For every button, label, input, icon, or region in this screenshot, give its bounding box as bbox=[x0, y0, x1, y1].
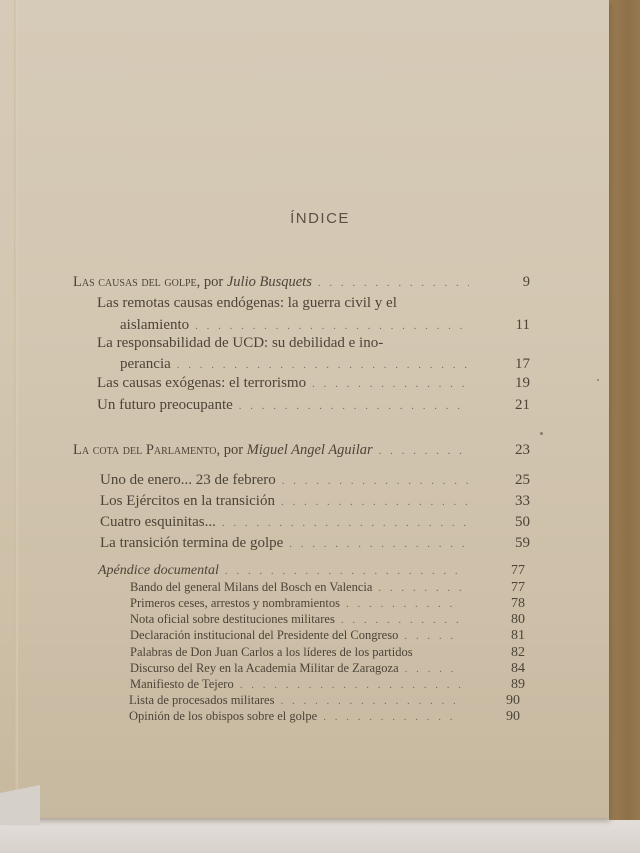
page-number: 21 bbox=[515, 397, 530, 413]
appendix-item: Palabras de Don Juan Carlos a los líderes de los partidos bbox=[130, 645, 413, 659]
toc-entry: Los Ejércitos en la transición . . . bbox=[100, 493, 475, 510]
page-corner bbox=[0, 785, 40, 825]
page-number: 90 bbox=[506, 693, 520, 708]
appendix-item: Nota oficial sobre destituciones militares . . . bbox=[130, 612, 468, 627]
paper-speck bbox=[597, 379, 599, 381]
leader-dots bbox=[281, 496, 469, 508]
leader-dots bbox=[280, 695, 461, 707]
section-author: Miguel Angel Aguilar bbox=[246, 442, 373, 458]
section-title: Las causas del golpe bbox=[73, 274, 197, 290]
leader-dots bbox=[346, 598, 462, 610]
page-number: 90 bbox=[506, 709, 520, 724]
leader-dots bbox=[341, 614, 462, 626]
book-cover-edge bbox=[609, 0, 640, 820]
paper-speck bbox=[540, 432, 543, 435]
toc-entry: Cuatro esquinitas... . . . bbox=[100, 514, 475, 531]
section-by: por bbox=[223, 442, 244, 458]
appendix-item: Primeros ceses, arrestos y nombramientos . . . bbox=[130, 596, 468, 611]
page-title: ÍNDICE bbox=[290, 210, 350, 227]
leader-dots bbox=[195, 320, 469, 332]
section-author: Julio Busquets bbox=[226, 274, 312, 290]
section-by: por bbox=[203, 274, 224, 290]
leader-dots bbox=[222, 517, 469, 529]
page-number: 77 bbox=[511, 563, 525, 578]
leader-dots bbox=[239, 400, 469, 412]
leader-dots bbox=[323, 711, 461, 723]
toc-entry: Uno de enero... 23 de febrero . . . bbox=[100, 472, 475, 489]
page-number: 82 bbox=[511, 645, 525, 660]
page-number: 84 bbox=[511, 661, 525, 676]
appendix-item: Bando del general Milans del Bosch en Valencia . . . bbox=[130, 580, 468, 595]
leader-dots bbox=[379, 445, 469, 457]
page-number: 23 bbox=[515, 442, 530, 458]
appendix-item: Discurso del Rey en la Academia Militar de Zaragoza . . . bbox=[130, 661, 468, 676]
toc-section-2: La cota del Parlamento, por Miguel Angel Aguilar . . . bbox=[73, 442, 475, 459]
page-number: 9 bbox=[522, 274, 530, 290]
appendix-item: Declaración institucional del Presidente del Congreso . . . bbox=[130, 628, 468, 643]
leader-dots bbox=[240, 679, 462, 691]
toc-entry: Un futuro preocupante . . . bbox=[97, 397, 475, 414]
appendix-item: Opinión de los obispos sobre el golpe . . . bbox=[129, 709, 467, 724]
leader-dots bbox=[405, 663, 462, 675]
leader-dots bbox=[289, 538, 469, 550]
page-number: 25 bbox=[515, 472, 530, 488]
appendix-item: Lista de procesados militares . . . bbox=[129, 693, 467, 708]
page-number: 89 bbox=[511, 677, 525, 692]
leader-dots bbox=[312, 378, 469, 390]
page-number: 80 bbox=[511, 612, 525, 627]
leader-dots bbox=[177, 359, 469, 371]
toc-entry: aislamiento . . . bbox=[120, 317, 475, 334]
section-title: La cota del Parlamento bbox=[73, 442, 217, 458]
page-number: 50 bbox=[515, 514, 530, 530]
toc-appendix: Apéndice documental . . . bbox=[98, 563, 468, 579]
page-number: 11 bbox=[515, 317, 530, 333]
leader-dots bbox=[225, 565, 462, 577]
page-number: 59 bbox=[515, 535, 530, 551]
appendix-item: Manifiesto de Tejero . . . bbox=[130, 677, 468, 692]
page-number: 78 bbox=[511, 596, 525, 611]
page-number: 77 bbox=[511, 580, 525, 595]
leader-dots bbox=[318, 277, 469, 289]
toc-entry-line: Las remotas causas endógenas: la guerra civil y el bbox=[97, 295, 397, 311]
leader-dots bbox=[282, 475, 469, 487]
page-number: 81 bbox=[511, 628, 525, 643]
leader-dots bbox=[404, 630, 462, 642]
page-number: 17 bbox=[515, 356, 530, 372]
toc-entry: Las causas exógenas: el terrorismo . . . bbox=[97, 375, 475, 392]
toc-entry-line: La responsabilidad de UCD: su debilidad e ino- bbox=[97, 335, 384, 351]
page-number: 19 bbox=[515, 375, 530, 391]
page-number: 33 bbox=[515, 493, 530, 509]
toc-section-1: Las causas del golpe, por Julio Busquets . . . bbox=[73, 274, 475, 291]
toc-entry: La transición termina de golpe . . . bbox=[100, 535, 475, 552]
leader-dots bbox=[378, 582, 462, 594]
toc-entry: perancia . . . bbox=[120, 356, 475, 373]
